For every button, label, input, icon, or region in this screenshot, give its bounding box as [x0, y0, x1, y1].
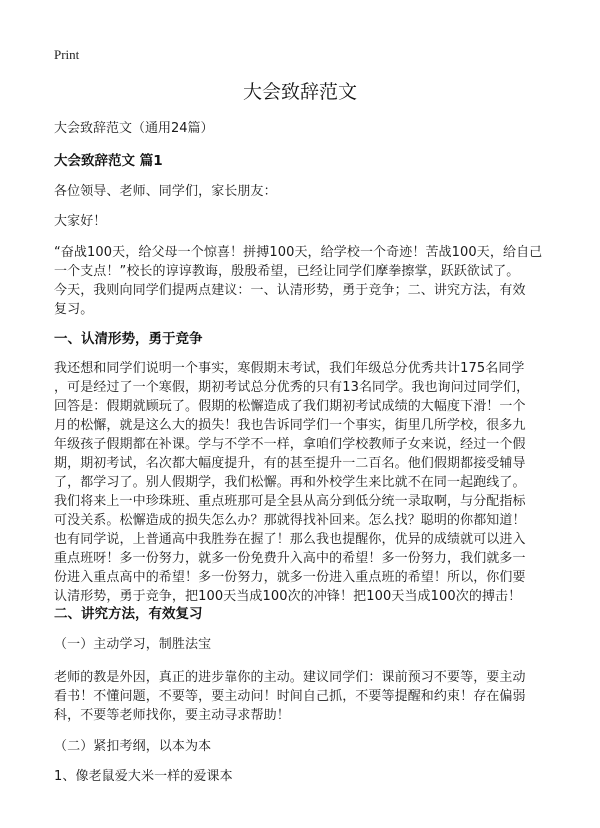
para1-line: 重点班呀！多一份努力，就多一份免费升入高中的希望！多一份努力，我们就多一	[54, 551, 526, 566]
para1-line: 年级孩子假期都在补课。学与不学不一样，拿咱们学校教师子女来说，经过一个假	[54, 437, 526, 452]
paragraph-2	[54, 668, 550, 725]
para2-line: 科，不要等老师找你，要主动寻求帮助！	[54, 708, 290, 723]
print-label: Print	[54, 47, 80, 62]
para2-line: 老师的教是外因，真正的进步靠你的主动。建议同学们：课前预习不要等，要主动	[54, 670, 526, 685]
intro-line: “奋战100天，给父母一个惊喜！拼搏100天，给学校一个奇迹！苦战100天，给自己	[54, 245, 543, 260]
subheading-2: （二）紧扣考纲，以本为本	[54, 739, 212, 754]
document-subtitle: 大会致辞范文（通用24篇）	[54, 121, 214, 136]
para1-line: 份进入重点高中的希望！多一份努力，就多一份进入重点班的希望！所以，你们要	[54, 570, 526, 585]
greeting: 各位领导、老师、同学们，家长朋友：	[54, 184, 277, 199]
para1-line: 我还想和同学们说明一个事实，寒假期末考试，我们年级总分优秀共计175名同学	[54, 361, 525, 376]
subheading-1: （一）主动学习，制胜法宝	[54, 637, 212, 652]
para1-line: 回答是：假期就顾玩了。假期的松懈造成了我们期初考试成绩的大幅度下滑！一个	[54, 399, 526, 414]
intro-line: 一个支点！”校长的谆谆教诲，殷殷希望，已经让同学们摩拳擦掌，跃跃欲试了。	[54, 264, 520, 279]
hello: 大家好！	[54, 214, 107, 229]
para1-line: ，可是经过了一个寒假，期初考试总分优秀的只有13名同学。我也询问过同学们，	[54, 380, 530, 395]
para2-line: 看书！不懂问题，不要等，要主动问！时间自己抓，不要等提醒和约束！存在偏弱	[54, 689, 526, 704]
heading-1: 一、认清形势，勇于竞争	[54, 331, 203, 347]
intro-line: 复习。	[54, 302, 94, 317]
para1-line: 月的松懈，就是这么大的损失！我也告诉同学们一个事实，街里几所学校，很多九	[54, 418, 526, 433]
intro-line: 今天，我则向同学们提两点建议：一、认清形势，勇于竞争；二、讲究方法，有效	[54, 283, 526, 298]
paragraph-1	[54, 359, 550, 606]
para1-line: 了，都学习了。别人假期学，我们松懈。再和外校学生来比就不在同一起跑线了。	[54, 475, 526, 490]
para1-line: 我们将来上一中珍珠班、重点班那可是全县从高分到低分统一录取啊，与分配指标	[54, 494, 526, 509]
heading-2: 二、讲究方法，有效复习	[54, 606, 203, 622]
intro-paragraph	[54, 243, 550, 319]
para1-line: 也有同学说，上普通高中我胜券在握了！那么我也提醒你，优异的成绩就可以进入	[54, 532, 526, 547]
list-item-1: 1、像老鼠爱大米一样的爱课本	[54, 769, 233, 784]
para1-line: 期，期初考试，名次都大幅度提升，有的甚至提升一二百名。他们假期都接受辅导	[54, 456, 526, 471]
para1-line: 认清形势，勇于竞争，把100天当成100次的冲锋！把100天当成100次的搏击！	[54, 589, 522, 604]
page-title: 大会致辞范文	[242, 81, 357, 103]
section-heading: 大会致辞范文 篇1	[54, 153, 163, 169]
para1-line: 可没关系。松懈造成的损失怎么办？那就得找补回来。怎么找？聪明的你都知道！	[54, 513, 526, 528]
